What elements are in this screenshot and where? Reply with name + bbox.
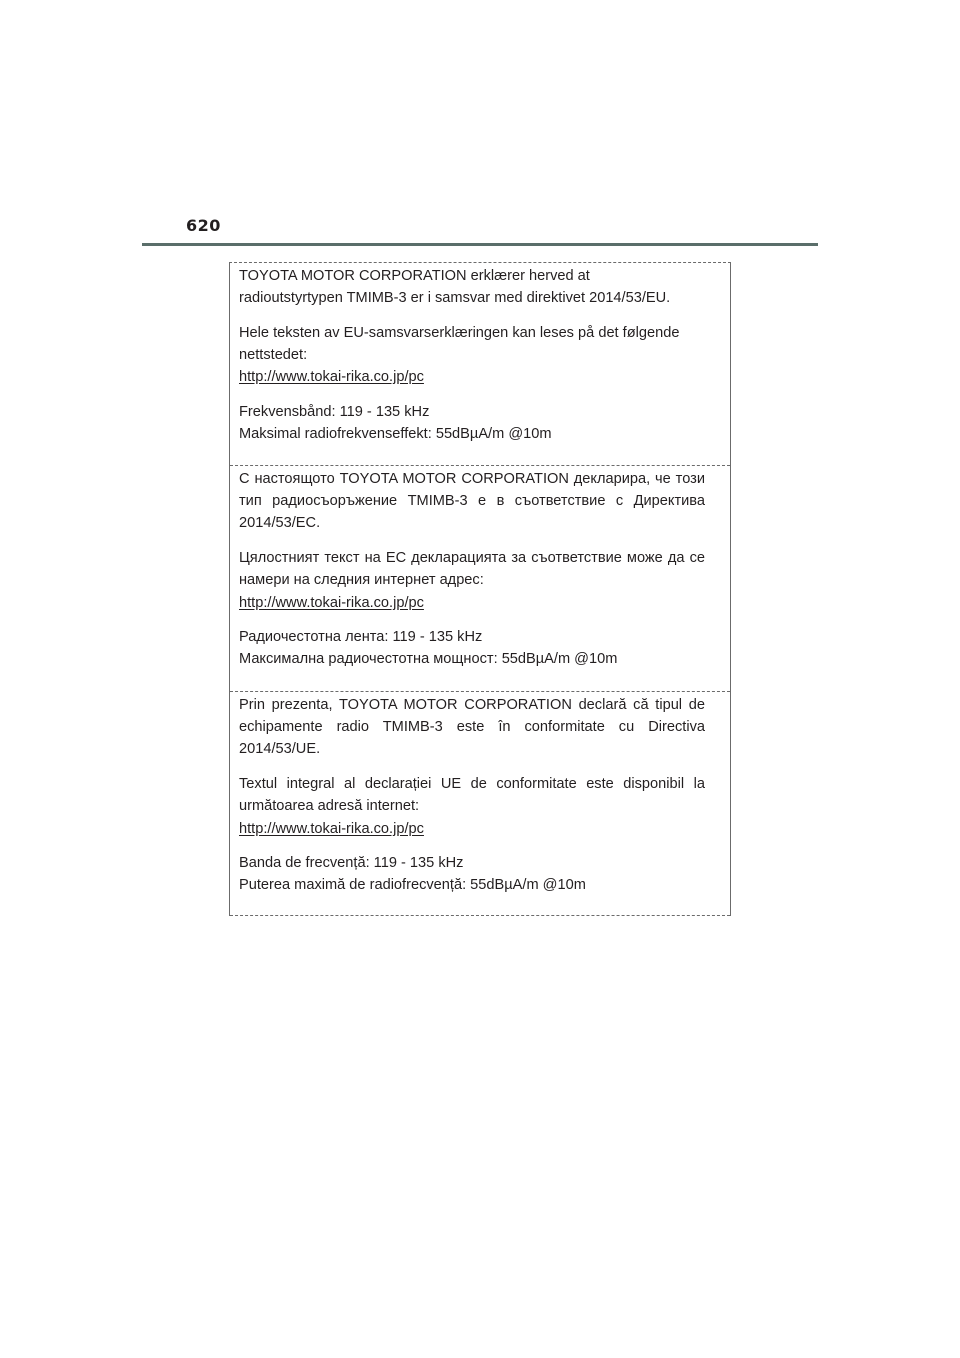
declaration-url-link[interactable]: http://www.tokai-rika.co.jp/pc: [239, 594, 424, 611]
declaration-url-link[interactable]: http://www.tokai-rika.co.jp/pc: [239, 820, 424, 837]
radio-specs: [239, 401, 705, 445]
full-text-note: [239, 547, 705, 614]
full-text-line: Textul integral al declarației UE de conformitate este disponibil la următoarea adresă internet:: [239, 776, 705, 815]
declaration-box: [229, 262, 731, 916]
declaration-line: radioutstyrtypen TMIMB-3 er i samsvar med direktivet 2014/53/EU.: [239, 290, 671, 307]
section-norwegian: [230, 263, 730, 466]
full-text-line: Hele teksten av EU-samsvarserklæringen kan leses på det følgende: [239, 324, 680, 341]
declaration-line: TOYOTA MOTOR CORPORATION erklærer herved at: [239, 268, 590, 284]
page-number: 620: [186, 216, 221, 235]
max-power: Puterea maximă de radiofrecvență: 55dBµA/m @10m: [239, 877, 586, 894]
max-power: Maksimal radiofrekvenseffekt: 55dBµA/m @10m: [239, 426, 552, 443]
header-rule: [142, 243, 818, 246]
section-bulgarian: [230, 466, 730, 692]
radio-specs: [239, 852, 705, 896]
frequency-band: Frekvensbånd: 119 - 135 kHz: [239, 404, 430, 421]
max-power: Максимална радиочестотна мощност: 55dBµA/m @10m: [239, 651, 618, 668]
full-text-line: Цялостният текст на ЕС декларацията за съответствие може да се намери на следния интернет адрес:: [239, 550, 705, 589]
frequency-band: Радиочестотна лента: 119 - 135 kHz: [239, 629, 483, 646]
declaration-text: [239, 265, 705, 309]
declaration-text: Prin prezenta, TOYOTA MOTOR CORPORATION declară că tipul de echipamente radio TMIMB-3 este în conformitate cu Directiva 2014/53/UE.: [239, 697, 705, 758]
frequency-band: Banda de frecvență: 119 - 135 kHz: [239, 855, 464, 872]
section-romanian: [230, 692, 730, 916]
full-text-note: [239, 773, 705, 840]
full-text-note: [239, 322, 705, 389]
radio-specs: [239, 626, 705, 670]
declaration-text: С настоящото TOYOTA MOTOR CORPORATION декларира, че този тип радиосъоръжение TMIMB-3 е в съответствие с Директива 2014/53/ЕС.: [239, 471, 705, 532]
full-text-line: nettstedet:: [239, 347, 308, 364]
declaration-url-link[interactable]: http://www.tokai-rika.co.jp/pc: [239, 369, 424, 386]
